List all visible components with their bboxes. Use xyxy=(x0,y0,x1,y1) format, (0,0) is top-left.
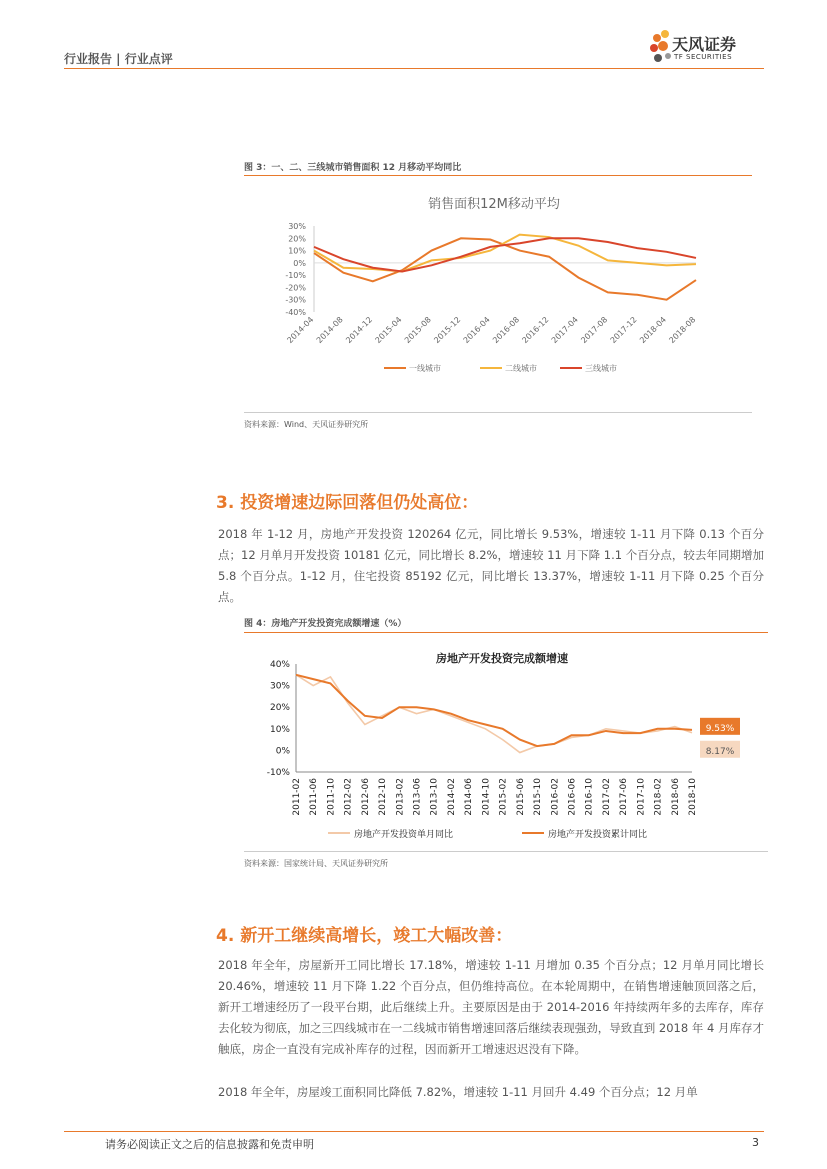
breadcrumb: 行业报告 | 行业点评 xyxy=(64,52,173,66)
chart1-x-tick: 2016-12 xyxy=(520,315,551,346)
chart2-x-tick: 2015-06 xyxy=(515,778,526,816)
chart2-x-tick: 2018-06 xyxy=(670,778,681,816)
chart2-x-tick: 2014-02 xyxy=(446,778,457,816)
figure3-source-divider xyxy=(244,412,752,413)
footer-disclaimer: 请务必阅读正文之后的信息披露和免责申明 xyxy=(105,1138,314,1151)
chart2-lines xyxy=(296,675,692,753)
figure4-source: 资料来源：国家统计局、天风证券研究所 xyxy=(244,859,388,868)
chart2-title: 房地产开发投资完成额增速 xyxy=(436,652,568,665)
chart2-x-tick: 2011-02 xyxy=(292,778,302,816)
chart1-x-tick: 2016-08 xyxy=(491,315,522,346)
figure3-divider xyxy=(244,175,752,176)
chart1-y-tick: -10% xyxy=(285,271,306,281)
chart2-y-tick: -10% xyxy=(266,768,290,778)
chart2-legend-label: 房地产开发投资单月同比 xyxy=(354,830,454,840)
chart2-series-2 xyxy=(296,675,692,746)
footer-divider xyxy=(64,1131,764,1132)
chart1-x-tick: 2018-04 xyxy=(638,315,669,346)
chart1-legend xyxy=(384,363,617,373)
chart2-x-tick: 2018-10 xyxy=(688,778,698,816)
chart1-title: 销售面积12M移动平均 xyxy=(428,197,560,212)
chart2-x-tick: 2017-10 xyxy=(636,778,647,816)
header-divider xyxy=(64,68,764,69)
chart2-x-tick: 2012-02 xyxy=(343,778,354,816)
chart2-end-label: 9.53% xyxy=(705,723,735,734)
chart2-x-tick: 2013-02 xyxy=(395,778,406,816)
chart1-legend-label: 一线城市 xyxy=(409,364,441,373)
chart2-x-tick: 2014-10 xyxy=(481,778,492,816)
section4-paragraph-2: 2018 年全年，房屋竣工面积同比降低 7.82%，增速较 1-11 月回升 4.49 个百分点；12 月单 xyxy=(218,1085,698,1099)
chart2-y-tick: 30% xyxy=(269,681,290,692)
chart1-lines xyxy=(314,235,696,300)
chart1-x-tick: 2017-12 xyxy=(608,315,639,346)
chart2-x-tick: 2017-02 xyxy=(601,778,612,816)
chart2-end-labels xyxy=(700,718,740,758)
chart1-x-axis xyxy=(285,315,697,345)
chart2-x-tick: 2016-02 xyxy=(550,778,561,816)
chart2-x-tick: 2016-10 xyxy=(584,778,595,816)
chart1-y-axis xyxy=(285,222,314,317)
brand-name-en: TF SECURITIES xyxy=(674,53,733,61)
chart1-y-tick: 20% xyxy=(288,234,306,244)
chart1-x-tick: 2014-08 xyxy=(314,315,345,346)
figure4-source-divider xyxy=(244,851,768,852)
chart2-series-1 xyxy=(296,675,692,753)
chart2-x-axis xyxy=(292,778,698,816)
chart2-x-tick: 2012-06 xyxy=(360,778,371,816)
chart1-x-tick: 2015-12 xyxy=(432,315,463,346)
chart1-y-tick: 30% xyxy=(288,222,306,231)
chart2-y-tick: 0% xyxy=(275,746,290,757)
chart2-y-tick: 20% xyxy=(269,703,290,714)
chart1-x-tick: 2016-04 xyxy=(461,315,492,346)
chart1-x-tick: 2015-04 xyxy=(373,315,404,346)
sales-area-chart xyxy=(244,180,752,380)
chart1-x-tick: 2014-04 xyxy=(285,315,316,346)
chart1-series-2 xyxy=(314,235,696,272)
chart2-x-tick: 2012-10 xyxy=(378,778,389,816)
chart1-x-tick: 2017-08 xyxy=(579,315,610,346)
section4-title: 4. 新开工继续高增长，竣工大幅改善： xyxy=(216,926,513,946)
chart2-x-tick: 2013-06 xyxy=(412,778,423,816)
chart2-x-tick: 2013-10 xyxy=(429,778,440,816)
chart1-y-tick: 10% xyxy=(288,246,306,256)
chart2-x-tick: 2014-06 xyxy=(464,778,475,816)
section4-paragraph-1: 2018 年全年，房屋新开工同比增长 17.18%，增速较 1-11 月增加 0.35 个百分点；12 月单月同比增长 20.46%，增速较 11 月下降 1.22 个百分点，但仍维持高位。在本轮周期中，在销售增速触顶回落之后，新开工增速经历了一段平台期，此后继续上升。主要原因是由于 2014-2016 年持续两年多的去库存，库存去化较为彻底，加之三四线城市在一二线城市销售增速回落后继续表现强劲，导致直到 2018 年 4 月库存才触底，房企一直没有完成补库存的过程，因而新开工增速迟迟没有下降。 xyxy=(218,958,764,1056)
chart1-y-tick: 0% xyxy=(293,258,306,268)
chart2-y-tick: 10% xyxy=(269,724,290,735)
page-number: 3 xyxy=(752,1136,759,1149)
chart1-legend-label: 三线城市 xyxy=(585,364,617,373)
figure3-title: 图 3：一、二、三线城市销售面积 12 月移动平均同比 xyxy=(244,163,462,173)
section3-title: 3. 投资增速边际回落但仍处高位： xyxy=(216,493,479,513)
chart2-x-tick: 2017-06 xyxy=(619,778,630,816)
chart2-x-tick: 2018-02 xyxy=(653,778,664,816)
chart2-legend-label: 房地产开发投资累计同比 xyxy=(548,830,648,840)
chart2-x-tick: 2011-06 xyxy=(309,778,320,816)
chart1-x-tick: 2014-12 xyxy=(344,315,375,346)
chart2-x-tick: 2015-10 xyxy=(533,778,544,816)
chart1-y-tick: -30% xyxy=(285,295,306,305)
figure3-source: 资料来源：Wind、天风证券研究所 xyxy=(244,420,369,429)
investment-growth-chart xyxy=(244,640,768,850)
chart1-legend-label: 二线城市 xyxy=(505,364,537,373)
chart2-x-tick: 2016-06 xyxy=(567,778,578,816)
chart2-legend xyxy=(328,828,647,840)
chart2-end-label: 8.17% xyxy=(705,746,735,757)
chart1-x-tick: 2018-08 xyxy=(667,315,698,346)
brand-name: 天风证券 xyxy=(672,35,737,54)
chart1-y-tick: -40% xyxy=(285,308,306,317)
chart2-x-tick: 2011-10 xyxy=(326,778,337,816)
figure4-title: 图 4：房地产开发投资完成额增速（%） xyxy=(244,619,407,629)
chart1-x-tick: 2017-04 xyxy=(549,315,580,346)
figure4-divider xyxy=(244,632,768,633)
section3-paragraph: 2018 年 1-12 月，房地产开发投资 120264 亿元，同比增长 9.53%，增速较 1-11 月下降 0.13 个百分点；12 月单月开发投资 10181 亿元，同比增长 8.2%，增速较 11 月下降 1.1 个百分点，较去年同期增加 5.8 个百分点。1-12 月，住宅投资 85192 亿元，同比增长 13.37%，增速较 1-11 月下降 0.25 个百分点。 xyxy=(218,527,764,604)
chart2-x-tick: 2015-02 xyxy=(498,778,509,816)
chart1-x-tick: 2015-08 xyxy=(402,315,433,346)
chart2-y-tick: 40% xyxy=(269,660,290,670)
chart1-y-tick: -20% xyxy=(285,283,306,293)
